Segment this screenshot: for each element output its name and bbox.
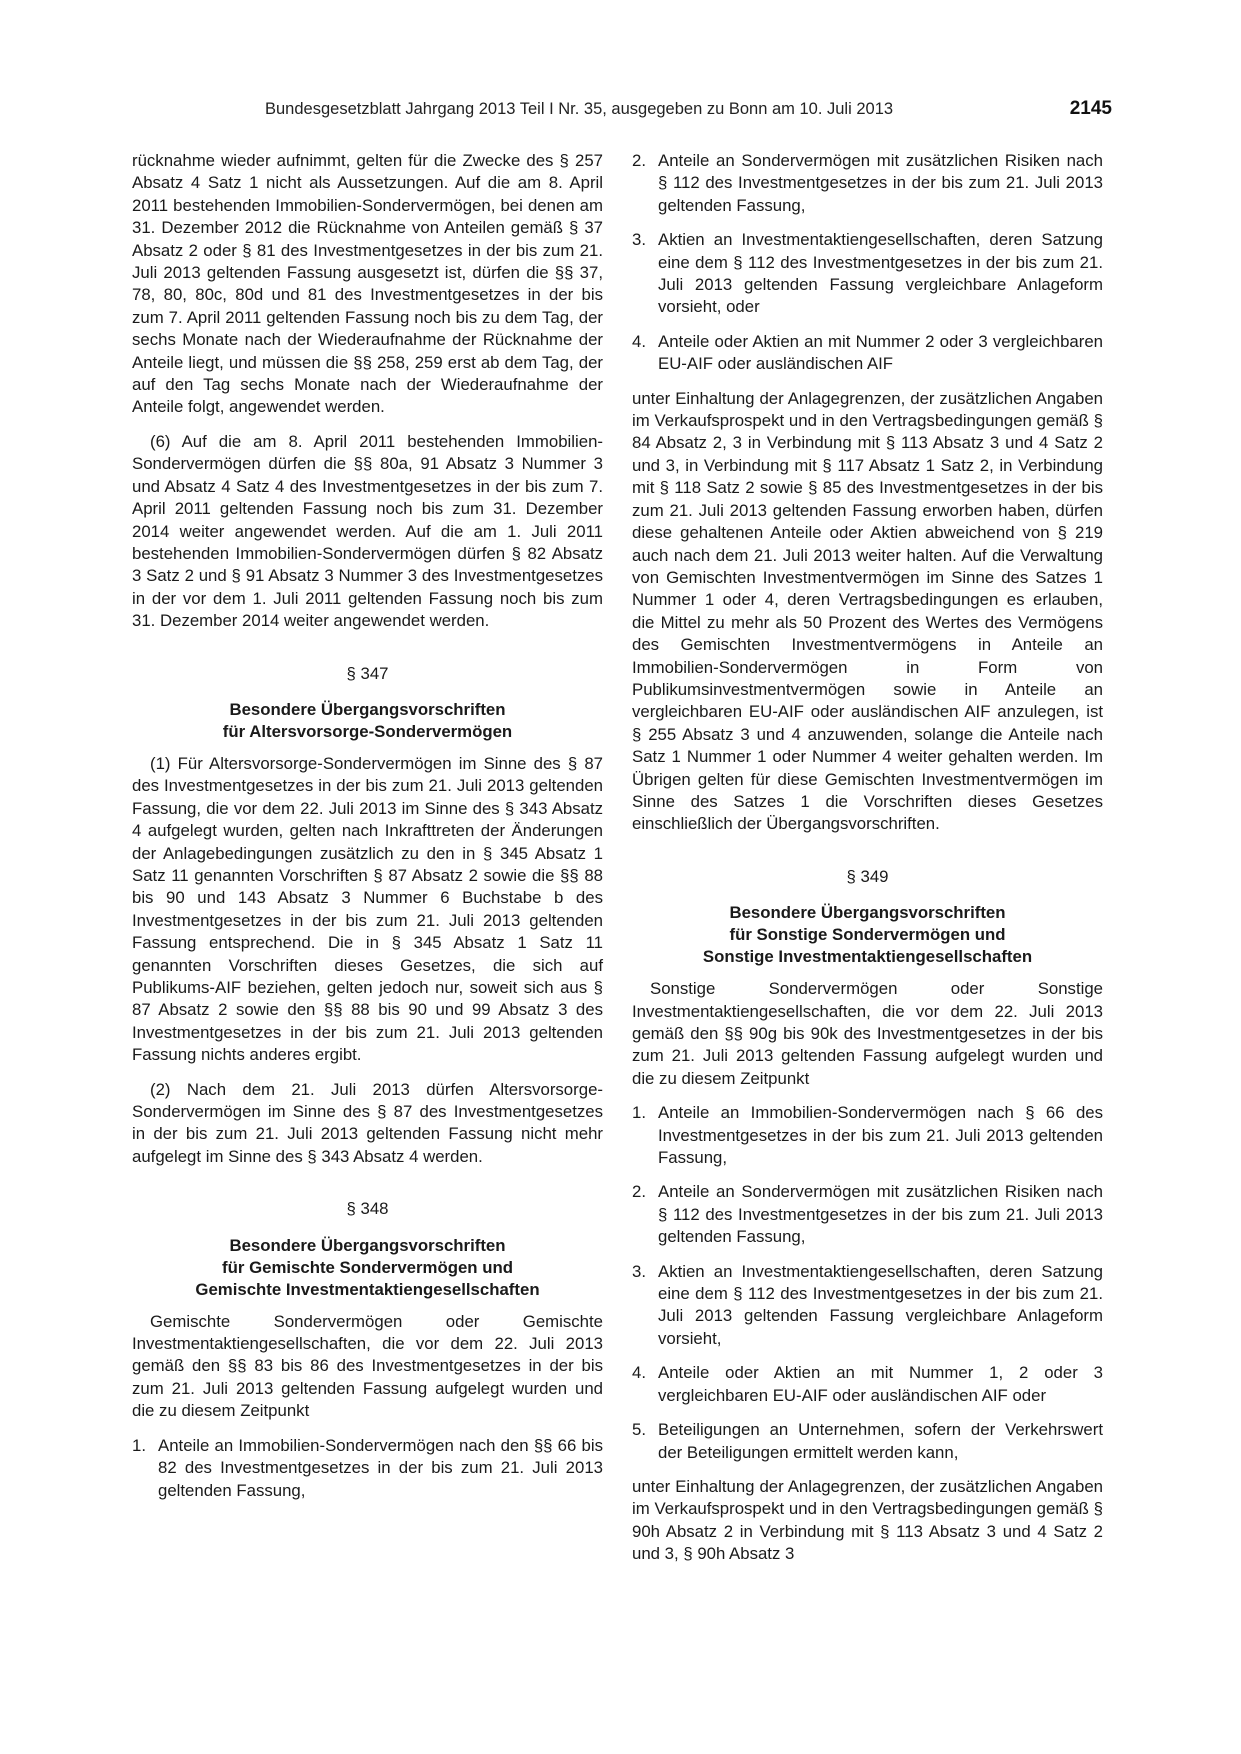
heading-line: für Gemischte Sondervermögen und [222, 1257, 513, 1277]
paragraph: unter Einhaltung der Anlagegrenzen, der zusätzlichen Angaben im Verkaufsprospekt und in den Vertragsbedingungen gemäß § 90h Absatz 2 in Verbindung mit § 113 Absatz 3 und 4 Satz 2 und 3, § 90h Absatz 3 [632, 1476, 1103, 1564]
section-number: § 349 [846, 866, 889, 886]
section-heading [132, 699, 603, 743]
paragraph: rücknahme wieder aufnimmt, gelten für die Zwecke des § 257 Absatz 4 Satz 1 nicht als Aussetzungen. Auf die am 8. April 2011 bestehenden Immobilien-Sondervermögen, bei denen am 31. Dezember 2012 die Rücknahme von Anteilen gemäß § 37 Absatz 2 oder § 81 des Investmentgesetzes in der bis zum 21. Juli 2013 geltenden Fassung ausgesetzt ist, dürfen die §§ 37, 78, 80, 80c, 80d und 81 des Investmentgesetzes in der bis zum 7. April 2011 geltenden Fassung noch bis zu dem Tag, der sechs Monate nach der Wiederaufnahme der Rücknahme der Anteile liegt, und müssen die §§ 258, 259 erst ab dem Tag, der auf den Tag sechs Monate nach der Wiederaufnahme der Anteile folgt, angewendet werden. [132, 151, 603, 417]
list-text: Anteile oder Aktien an mit Nummer 2 oder 3 vergleichbaren EU-AIF oder ausländischen AIF [658, 331, 1103, 374]
list-number: 4. [632, 331, 646, 351]
paragraph: (2) Nach dem 21. Juli 2013 dürfen Altersvorsorge-Sondervermögen im Sinne des § 87 des Investmentgesetzes in der bis zum 21. Juli 2013 geltenden Fassung nicht mehr aufgelegt im Sinne des § 343 Absatz 4 werden. [132, 1079, 603, 1166]
heading-line: Besondere Übergangsvorschriften [729, 903, 1006, 923]
paragraph: (6) Auf die am 8. April 2011 bestehenden Immobilien-Sondervermögen dürfen die §§ 80a, 91 Absatz 3 Nummer 3 und Absatz 4 Satz 4 des Investmentgesetzes in der bis zum 7. April 2011 geltenden Fassung noch bis zum 31. Dezember 2014 weiter angewendet werden. Auf die am 1. Juli 2011 bestehenden Immobilien-Sondervermögen dürfen § 82 Absatz 3 Satz 2 und § 91 Absatz 3 Nummer 3 des Investmentgesetzes in der vor dem 1. Juli 2011 geltenden Fassung noch bis zum 31. Dezember 2014 weiter angewendet werden. [132, 431, 603, 631]
paragraph: unter Einhaltung der Anlagegrenzen, der zusätzlichen Angaben im Verkaufsprospekt und in den Vertragsbedingungen gemäß § 84 Absatz 2, 3 in Verbindung mit § 113 Absatz 3 und 4 Satz 2 und 3, in Verbindung mit § 117 Absatz 1 Satz 2, in Verbindung mit § 118 Satz 2 sowie § 85 des Investmentgesetzes in der bis zum 21. Juli 2013 geltenden Fassung erworben haben, dürfen diese gehaltenen Anteile oder Aktien abweichend von § 219 auch nach dem 21. Juli 2013 weiter halten. Auf die Verwaltung von Gemischten Investmentvermögen im Sinne des Satzes 1 Nummer 1 oder 4, deren Vertragsbedingungen es erlauben, die Mittel zu mehr als 50 Prozent des Wertes des Vermögens des Gemischten Investmentvermögens in Anteile an Immobilien-Sondervermögen in Form von Publikumsinvestmentvermögen sowie in Anteile an vergleichbaren EU-AIF oder ausländischen AIF anzulegen, ist § 255 Absatz 3 und 4 anzuwenden, solange die Anteile nach Satz 1 Nummer 1 oder Nummer 4 weiter gehalten werden. Im Übrigen gelten für diese Gemischten Investmentvermögen im Sinne des Satzes 1 die Vorschriften dieses Gesetzes einschließlich der Übergangsvorschriften. [632, 388, 1103, 834]
list-number: 4. [632, 1363, 646, 1383]
section-heading [132, 1235, 603, 1301]
list-number: 2. [632, 1182, 646, 1202]
list-item [632, 1181, 1103, 1248]
list-text: Anteile oder Aktien an mit Nummer 1, 2 oder 3 vergleichbaren EU-AIF oder ausländischen AIF oder [658, 1363, 1103, 1405]
heading-line: Gemischte Investmentaktiengesellschaften [195, 1279, 540, 1299]
heading-line: Besondere Übergangsvorschriften [229, 699, 506, 719]
list-text: Aktien an Investmentaktiengesellschaften, deren Satzung eine dem § 112 des Investmentgesetzes in der bis zum 21. Juli 2013 geltenden Fassung vergleichbare Anlageform vorsieht, [658, 1261, 1103, 1348]
list-item [632, 1102, 1103, 1169]
left-column [132, 150, 603, 1514]
list-text: Beteiligungen an Unternehmen, sofern der Verkehrswert der Beteiligungen ermittelt werden kann, [658, 1420, 1103, 1462]
list-item [132, 1435, 603, 1502]
heading-line: für Altersvorsorge-Sondervermögen [222, 721, 513, 741]
list-number: 1. [632, 1103, 646, 1123]
section-number: § 348 [346, 1199, 389, 1219]
list-number: 5. [632, 1420, 646, 1440]
list-item [632, 1362, 1103, 1407]
list-item [632, 150, 1103, 217]
section-number: § 347 [346, 663, 389, 683]
heading-line: für Sonstige Sondervermögen und [729, 925, 1006, 945]
paragraph: (1) Für Altersvorsorge-Sondervermögen im Sinne des § 87 des Investmentgesetzes in der bis zum 21. Juli 2013 geltenden Fassung, die vor dem 22. Juli 2013 im Sinne des § 343 Absatz 4 aufgelegt wurden, gelten nach Inkrafttreten der Änderungen der Anlagebedingungen zusätzlich zu den in § 345 Absatz 1 Satz 11 genannten Vorschriften § 87 Absatz 2 sowie die §§ 88 bis 90 und 143 Absatz 3 Nummer 6 Buchstabe b des Investmentgesetzes in der bis zum 21. Juli 2013 geltenden Fassung entsprechend. Die in § 345 Absatz 1 Satz 11 genannten Vorschriften dieses Gesetzes, die sich auf Publikums-AIF beziehen, gelten jedoch nur, soweit sich aus § 87 Absatz 2 sowie den §§ 88 bis 90 und 99 Absatz 3 des Investmentgesetzes in der bis zum 21. Juli 2013 geltenden Fassung nichts anderes ergibt. [132, 753, 603, 1065]
right-column [632, 150, 1103, 1578]
list-text: Anteile an Sondervermögen mit zusätzlichen Risiken nach § 112 des Investmentgesetzes in der bis zum 21. Juli 2013 geltenden Fassung, [658, 1182, 1103, 1247]
heading-line: Sonstige Investmentaktiengesellschaften [702, 947, 1033, 967]
list-text: Anteile an Sondervermögen mit zusätzlichen Risiken nach § 112 des Investmentgesetzes in der bis zum 21. Juli 2013 geltenden Fassung, [658, 151, 1103, 215]
list-text: Anteile an Immobilien-Sondervermögen nach § 66 des Investmentgesetzes in der bis zum 21. Juli 2013 geltenden Fassung, [658, 1103, 1103, 1168]
section-heading [632, 902, 1103, 968]
list-number: 3. [632, 1261, 646, 1281]
paragraph: Gemischte Sondervermögen oder Gemischte Investmentaktiengesellschaften, die vor dem 22. Juli 2013 gemäß den §§ 83 bis 86 des Investmentgesetzes in der bis zum 21. Juli 2013 geltenden Fassung aufgelegt wurden und die zu diesem Zeitpunkt [132, 1311, 603, 1421]
list-item [632, 1419, 1103, 1464]
list-number: 3. [632, 230, 646, 250]
list-number: 1. [132, 1435, 146, 1455]
page-header [130, 100, 1112, 124]
list-item [632, 331, 1103, 376]
running-title: Bundesgesetzblatt Jahrgang 2013 Teil I Nr. 35, ausgegeben zu Bonn am 10. Juli 2013 [265, 100, 894, 118]
heading-line: Besondere Übergangsvorschriften [229, 1235, 506, 1255]
paragraph: Sonstige Sondervermögen oder Sonstige Investmentaktiengesellschaften, die vor dem 22. Juli 2013 gemäß den §§ 90g bis 90k des Investmentgesetzes in der bis zum 21. Juli 2013 geltenden Fassung aufgelegt wurden und die zu diesem Zeitpunkt [632, 979, 1103, 1088]
list-item [632, 229, 1103, 319]
list-item [632, 1261, 1103, 1351]
page-number: 2145 [1069, 98, 1112, 119]
list-text: Aktien an Investmentaktiengesellschaften, deren Satzung eine dem § 112 des Investmentgesetzes in der bis zum 21. Juli 2013 geltenden Fassung vergleichbare Anlageform vorsieht, oder [658, 230, 1103, 317]
list-number: 2. [632, 151, 646, 170]
list-text: Anteile an Immobilien-Sondervermögen nach den §§ 66 bis 82 des Investmentgesetzes in der bis zum 21. Juli 2013 geltenden Fassung, [158, 1435, 603, 1500]
